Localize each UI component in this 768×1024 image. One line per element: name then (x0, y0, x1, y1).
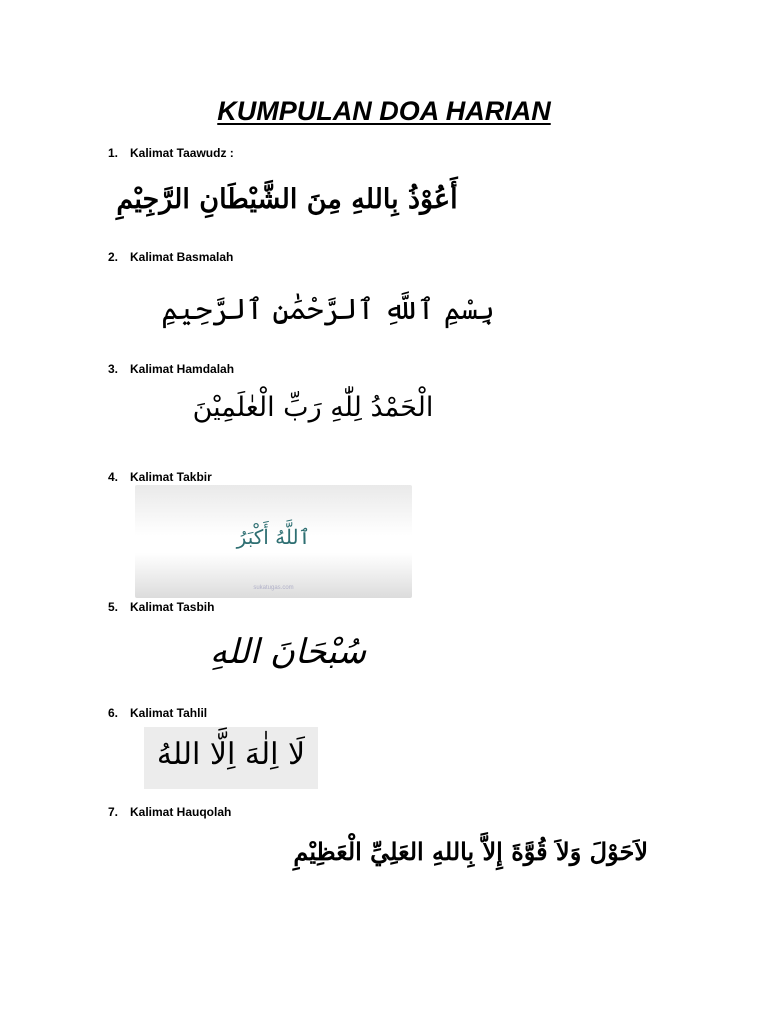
item-label-text: Kalimat Hauqolah (130, 805, 232, 819)
item-number: 3. (108, 362, 119, 376)
item-label-text: Kalimat Tahlil (130, 706, 208, 720)
basmalah-image (136, 280, 520, 350)
page-title: KUMPULAN DOA HARIAN (217, 96, 551, 126)
item-label-text: Kalimat Takbir (130, 470, 212, 484)
takbir-image (135, 485, 412, 598)
item-number: 2. (108, 250, 119, 264)
item-number: 1. (108, 146, 119, 160)
item-number: 6. (108, 706, 119, 720)
item-label-tasbih (108, 600, 214, 614)
item-label-tahlil (108, 706, 207, 720)
item-number: 4. (108, 470, 119, 484)
item-label-taawudz (108, 146, 234, 160)
arabic-taawudz: أَعُوْذُ بِاللهِ مِنَ الشَّيْطَانِ الرَّجِيْمِ (116, 184, 458, 215)
watermark-text: sukatugas.com (253, 585, 294, 591)
item-number: 7. (108, 805, 119, 819)
tasbih-image (160, 618, 416, 702)
arabic-hamdalah: الْحَمْدُ لِلّٰهِ رَبِّ الْعٰلَمِيْنَ (192, 392, 434, 423)
item-label-text: Kalimat Hamdalah (130, 362, 235, 376)
arabic-tahlil: لَا اِلٰهَ اِلَّا اللهُ (156, 737, 306, 772)
item-number: 5. (108, 600, 119, 614)
item-label-basmalah (108, 250, 233, 264)
item-label-text: Kalimat Tasbih (130, 600, 215, 614)
item-label-text: Kalimat Basmalah (130, 250, 234, 264)
arabic-tasbih: سُبْحَانَ اللهِ (209, 632, 367, 672)
arabic-hauqolah: لاَحَوْلَ وَلاَ قُوَّةَ إِلاَّ بِاللهِ العَلِيِّ الْعَظِيْمِ (293, 837, 648, 866)
item-label-text: Kalimat Taawudz : (130, 146, 234, 160)
arabic-basmalah: بِسْمِ ٱللَّهِ ٱلرَّحْمَٰنِ ٱلرَّحِيمِ (161, 292, 495, 326)
tahlil-image (144, 727, 318, 789)
item-label-hamdalah (108, 362, 234, 376)
item-label-takbir (108, 470, 212, 484)
item-label-hauqolah (108, 805, 231, 819)
arabic-takbir: ٱللَّهُ أَكْبَرُ (236, 525, 311, 549)
